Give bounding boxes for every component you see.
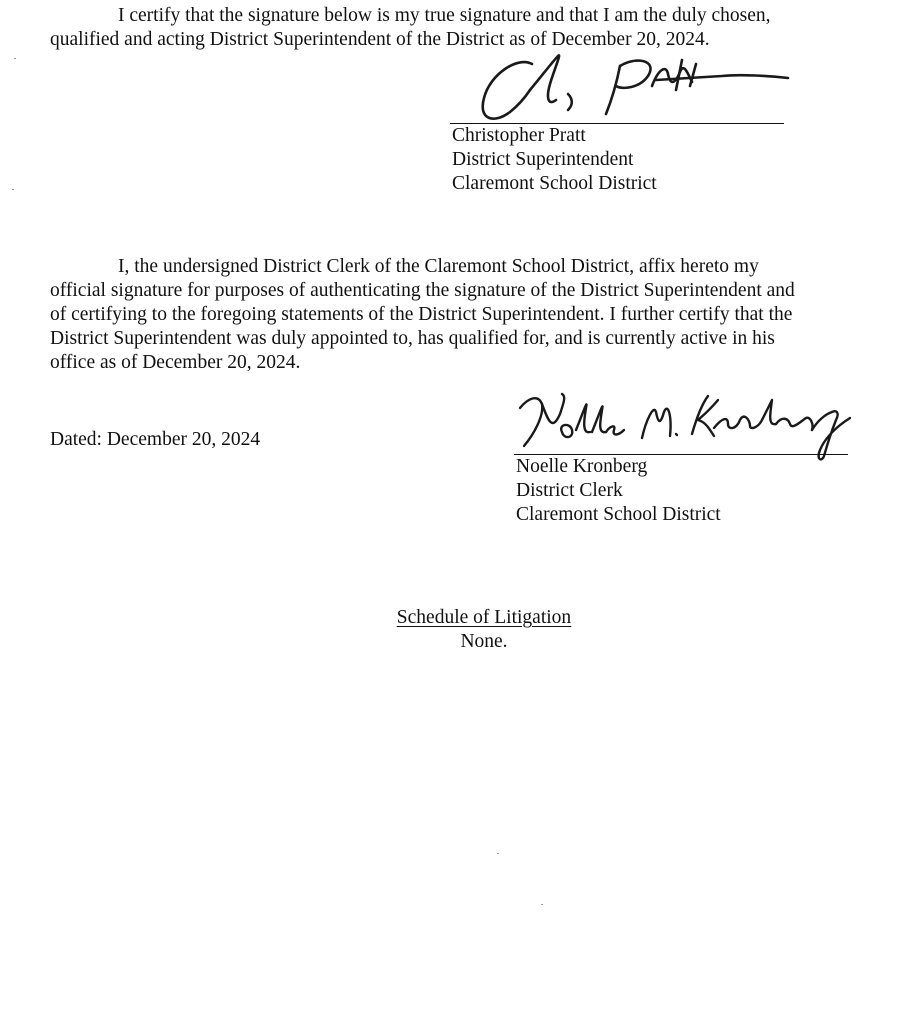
superintendent-organization: Claremont School District xyxy=(452,173,657,194)
clerk-signature-block xyxy=(514,390,864,530)
certification-line: I, the undersigned District Clerk of the Claremont School District, affix hereto my xyxy=(118,256,759,277)
certification-line: of certifying to the foregoing statements of the District Superintendent. I further certify that the xyxy=(50,304,793,325)
certification-line: District Superintendent was duly appointed to, has qualified for, and is currently active in his xyxy=(50,328,775,349)
scan-speck xyxy=(497,853,499,854)
certification-line: I certify that the signature below is my true signature and that I am the duly chosen, xyxy=(118,5,771,26)
schedule-body: None. xyxy=(460,631,508,652)
scan-speck xyxy=(541,904,543,905)
superintendent-certification-paragraph xyxy=(50,4,895,52)
schedule-of-litigation xyxy=(0,606,900,654)
dated-line: Dated: December 20, 2024 xyxy=(50,429,261,450)
superintendent-handwritten-signature xyxy=(470,50,790,130)
schedule-heading: Schedule of Litigation xyxy=(396,607,572,628)
clerk-name: Noelle Kronberg xyxy=(516,456,648,477)
clerk-organization: Claremont School District xyxy=(516,504,721,525)
certification-line: qualified and acting District Superintendent of the District as of December 20, 2024. xyxy=(50,29,710,50)
clerk-signatory xyxy=(516,455,721,527)
superintendent-signature-block xyxy=(450,50,790,230)
certification-line: office as of December 20, 2024. xyxy=(50,352,301,373)
superintendent-name: Christopher Pratt xyxy=(452,125,586,146)
certification-line: official signature for purposes of authenticating the signature of the District Superintendent and xyxy=(50,280,795,301)
superintendent-title: District Superintendent xyxy=(452,149,634,170)
clerk-title: District Clerk xyxy=(516,480,623,501)
superintendent-signatory xyxy=(452,124,657,196)
scan-speck xyxy=(12,189,14,190)
clerk-certification-paragraph xyxy=(50,255,895,375)
scan-speck xyxy=(14,58,16,59)
